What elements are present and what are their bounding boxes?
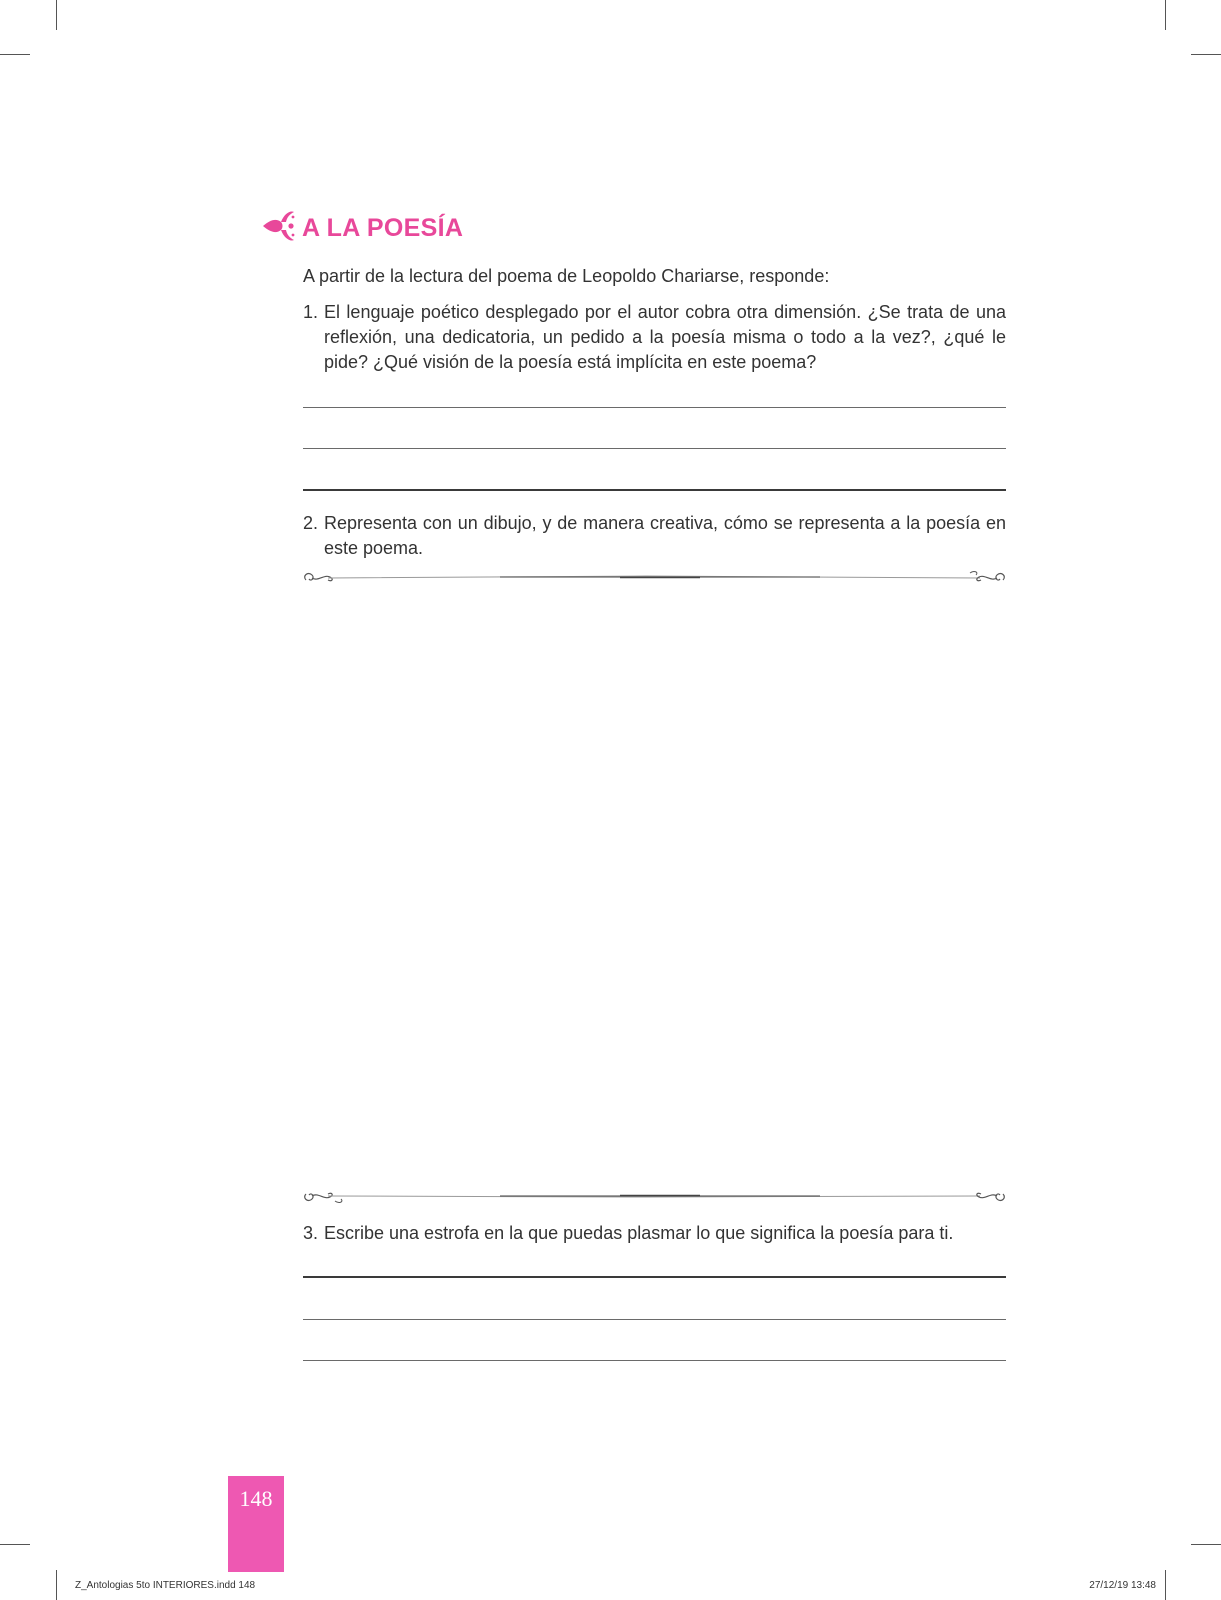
page-number-tab (228, 1476, 284, 1572)
question-number: 2. (303, 513, 319, 533)
crop-mark (1165, 0, 1166, 30)
question-text: Representa con un dibujo, y de manera creativa, cómo se representa a la poesía en este poema. (324, 513, 1006, 558)
page-number: 148 (239, 1486, 273, 1511)
question-1 (303, 300, 1006, 375)
drawing-area[interactable] (303, 600, 1006, 1180)
slug-file-info: Z_Antologias 5to INTERIORES.indd 148 (75, 1580, 256, 1591)
question-number: 3. (303, 1223, 319, 1243)
question-3 (303, 1221, 1006, 1246)
ornamental-divider-bottom (300, 1184, 1009, 1208)
slug-datetime: 27/12/19 13:48 (1089, 1580, 1156, 1591)
answer-line[interactable] (303, 1319, 1006, 1320)
answer-line[interactable] (303, 1276, 1006, 1278)
instructions-text: A partir de la lectura del poema de Leopoldo Chariarse, responde: (303, 266, 830, 286)
question-number: 1. (303, 302, 319, 322)
fleur-ornament-icon (262, 208, 296, 249)
crop-mark (1191, 1544, 1221, 1545)
crop-mark (1165, 1570, 1166, 1600)
question-text: Escribe una estrofa en la que puedas plasmar lo que significa la poesía para ti. (324, 1223, 954, 1243)
ornamental-divider-top (300, 566, 1009, 590)
answer-line[interactable] (303, 489, 1006, 491)
section-heading (262, 208, 463, 248)
crop-mark (0, 1544, 30, 1545)
question-text: El lenguaje poético desplegado por el autor cobra otra dimensión. ¿Se trata de una reflexión, una dedicatoria, un pedido a la poesía misma o todo a la vez?, ¿qué le pide? ¿Qué visión de la poesía está implícita en este poema? (324, 302, 1006, 372)
crop-mark (1191, 54, 1221, 55)
question-2 (303, 511, 1006, 561)
answer-line[interactable] (303, 448, 1006, 449)
answer-line[interactable] (303, 407, 1006, 408)
crop-mark (56, 1570, 57, 1600)
crop-mark (0, 54, 30, 55)
crop-mark (56, 0, 57, 30)
section-title: A LA POESÍA (302, 213, 464, 242)
answer-line[interactable] (303, 1360, 1006, 1361)
